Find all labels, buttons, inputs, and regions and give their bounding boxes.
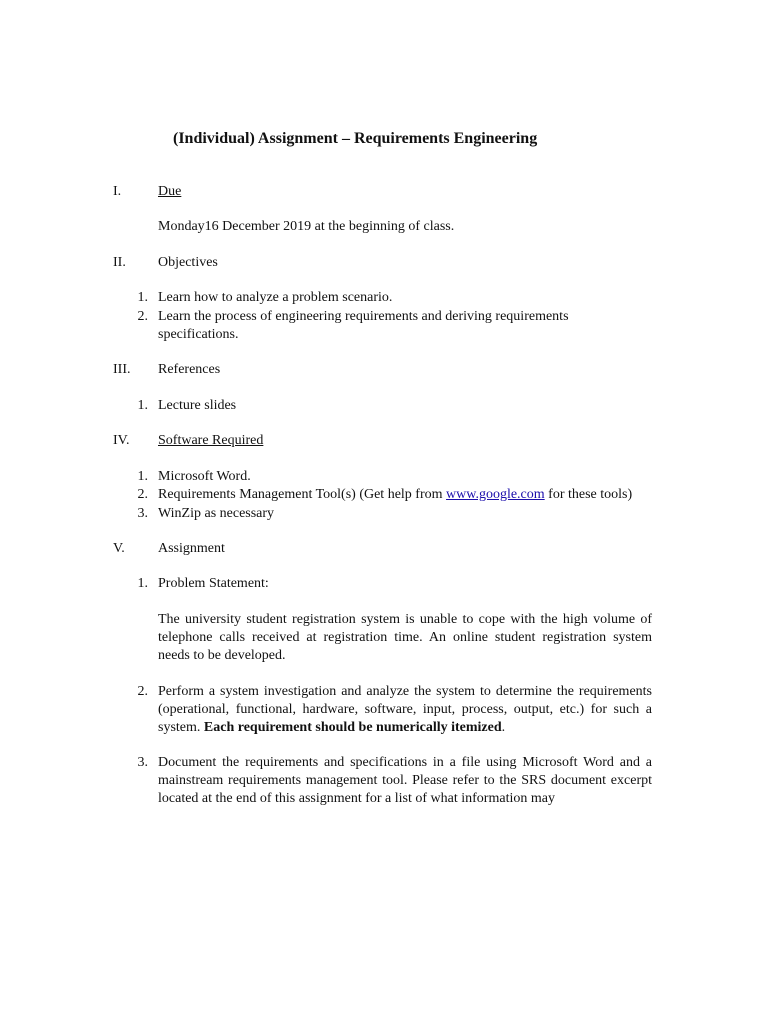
- list-item: WinZip as necessary: [158, 506, 275, 521]
- emphasis-text: Each requirement should be numerically itemized: [203, 720, 502, 735]
- section-numeral-due: I.: [113, 184, 122, 199]
- list-item-number: 1.: [137, 576, 148, 591]
- list-item-text: Perform a system investigation and analyze the system to determine the requirements (operational, functional, hardware, software, input, process, output, etc.) for such a system.: [158, 684, 652, 735]
- section-heading-due: Due: [158, 184, 182, 199]
- list-item: Learn the process of engineering requirements and deriving requirements: [158, 309, 569, 324]
- list-item: [158, 486, 632, 504]
- list-item-paragraph: [158, 683, 652, 737]
- section-heading-objectives: Objectives: [158, 255, 218, 270]
- section-numeral-objectives: II.: [113, 255, 126, 270]
- list-item-text: .: [501, 720, 506, 735]
- list-item-number: 3.: [137, 506, 148, 521]
- section-heading-assignment: Assignment: [158, 541, 225, 556]
- list-item-number: 1.: [137, 290, 148, 305]
- problem-statement-paragraph: The university student registration system is unable to cope with the high volume of telephone calls received at registration time. An online student registration system needs to be developed.: [158, 612, 652, 663]
- list-item-text: for these tools): [544, 487, 633, 502]
- section-numeral-assignment: V.: [113, 541, 125, 556]
- list-item-number: 1.: [137, 469, 148, 484]
- list-item-number: 2.: [137, 684, 148, 699]
- section-heading-references: References: [158, 362, 221, 377]
- section-numeral-software: IV.: [113, 433, 130, 448]
- list-item-paragraph: Document the requirements and specifications in a file using Microsoft Word and a mainstream requirements management tool. Please refer to the SRS document excerpt located at the end of this assignment for a list of what information may: [158, 755, 652, 806]
- list-item-number: 1.: [137, 398, 148, 413]
- list-item-text: Requirements Management Tool(s) (Get help from: [158, 487, 447, 502]
- due-date-text: Monday16 December 2019 at the beginning of class.: [158, 219, 455, 234]
- section-heading-software: Software Required: [158, 433, 264, 448]
- list-item: Lecture slides: [158, 398, 237, 413]
- list-item: Learn how to analyze a problem scenario.: [158, 290, 393, 305]
- list-item: Problem Statement:: [158, 576, 269, 591]
- list-item: Microsoft Word.: [158, 469, 251, 484]
- list-item-continuation: specifications.: [158, 327, 239, 342]
- list-item-number: 2.: [137, 309, 148, 324]
- google-link[interactable]: www.google.com: [446, 487, 545, 502]
- list-item-number: 2.: [137, 487, 148, 502]
- page-title: (Individual) Assignment – Requirements Engineering: [173, 130, 538, 147]
- section-numeral-references: III.: [113, 362, 131, 377]
- list-item-number: 3.: [137, 755, 148, 770]
